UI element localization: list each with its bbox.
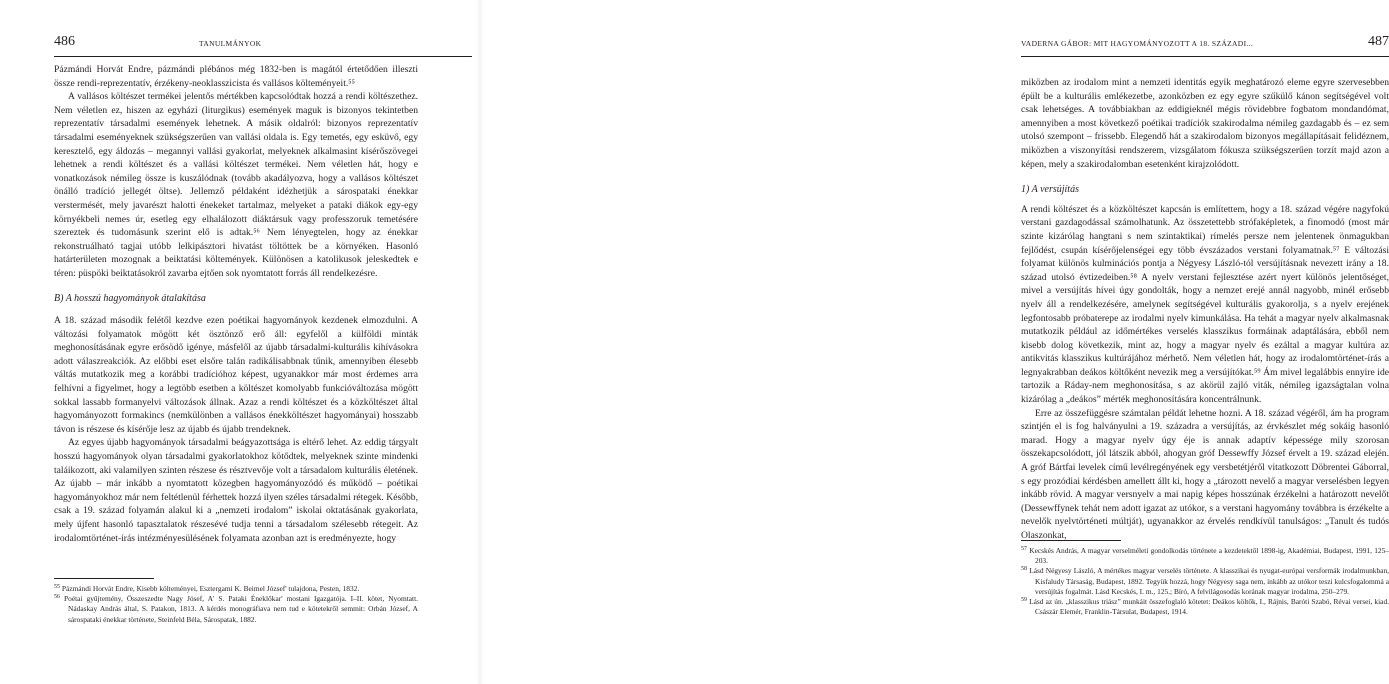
page-number-left: 486 xyxy=(54,34,75,49)
footnote-text: Lásd az ún. „klasszikus triász” munkáit összefoglaló kötetet: Deákos költők, I., Rájnis, Baróti Szabó, Révai versei, kiad. Császár Elemér, Franklin-Társulat, Budapest, 1914. xyxy=(1029,597,1389,617)
paragraph: A rendi költészet és a közköltészet kapcsán is említettem, hogy a 18. század végére nagyfokú verstani gazdagodással számolhatunk. Az összetettebb strófaképletek, a finomodó (most már szinte kizárólag hangtani s nem szintaktikai) rímelés persze nem jelentenek önmagukban fejlődést, csupán kísérőjelenségei egy több évszázados verstani folyamatnak.⁵⁷ E változási folyamat különös kulminációs pontja a Négyesy László-tól versújításnak nevezett irány a 18. század utolsó évtizedeiben.⁵⁸ A nyelv verstani fejlesztése azért nyert különös jelentőséget, mivel a versújítás hívei úgy gondolták, hogy a nemzet erejé annál nagyobb, minél erősebb nyelv áll a rendelkezésére, amelynek segítségével kulturális gyakorolja, s a nyelv erejének legfontosabb próbaterepe az irodalmi nyelv kimunkálása. Ha tehát a magyar nyelv alkalmasnak mutatkozik például az időmértékes verselés klasszikus formáinak adaptálására, ebből nem kisebb dolog következik, mint az, hogy a magyar nyelv és ezáltal a magyar kultúra az antikvitás klasszikus kultúrájához mérhető. Nem véletlen hát, hogy az irodalomtörténet-írás a legnyakrabban deákos költőként nevezik meg a versújítókat.⁵⁹ Ám mivel legalábbis ennyire ide tartozik a Ráday-nem meghonosítása, s az akörül zajló viták, némileg igazságtalan volna kizárólag a „deákos” mérték meghonosítására koncentrálnunk. xyxy=(1021,203,1389,406)
section-heading: 1) A versújítás xyxy=(1021,184,1079,196)
footnote-text: Poétai gyűjtemény, Összeszedte Nagy Jósef, A' S. Pataki Éneklőkar' mostani Igazgatója. I–II. kötet, Nyomtatt. Nádaskay András által, S. Patakon, 1813. A kérdés monográfiava nem tud e kötetekről semmit: Orbán József, A sárospataki énekkar története, Steinfeld Béla, Sárospatak, 1882. xyxy=(64,594,418,624)
footnotes-left xyxy=(54,584,418,625)
header-rule-left xyxy=(54,56,472,57)
footnote-number: 59 xyxy=(1021,597,1027,604)
paragraph: Erre az összefüggésre számtalan példát lehetne hozni. A 18. század végéről, ám ha program szintjén el is fog halványulni a 19. századra a versújítás, az érvkészlet még sokáig hasonló marad. Hogy a magyar nyelv úgy éje is annak adaptív képessége mily szorosan összekapcsolódott, jól látszik abból, ahogyan gróf Dessewffy József érvelt a 19. század elején. A gróf Bártfai levelek című levélregényének egy versbetétjéről vitatkozott Döbrentei Gáborral, s egy prozódiai kérdésben amellett állt ki, hogy a „tározott nevelő a magyar verselésben legyen inkább rövid. A magyar versnyelv a mai napig képes hosszúnak érzékelni a határozott nevelőt (Dessewffynek tehát nem adott igazat az utókor, s a verstani hagyomány továbbra is érzékelte a nevelők nyelvtörténeti múltját), ugyanakkor az érvelés rendkívül tanulságos: „Tanult és tudós Olaszonkat, xyxy=(1021,407,1389,541)
section-heading: B) A hosszú hagyományok átalakítása xyxy=(54,292,206,304)
body-text-right xyxy=(1021,76,1389,543)
running-title-left: TANULMÁNYOK xyxy=(199,39,262,48)
paragraph: A vallásos költészet termékei jelentős mértékben kapcsolódtak hozzá a rendi költészethez. Nem véletlen ez, hiszen az egyházi (liturgikus) események maguk is bizonyos tekintetben reprezentatív társadalmi események lehetnek. A másik oldalról: bizonyos reprezentatív társadalmi eseményeknek szükségszerűen van vallási oldala is. Egy temetés, egy esküvő, egy keresztelő, egy áldozás – megannyi vallási gyakorlat, melyeknek alkalmasint kísérőszövegei lehetnek a rendi költészet és a vallási költészet termékei. Nem véletlen hát, hogy e vonatkozások némileg össze is kuszálódnak (tovább akadályozva, hogy a vallásos költészet önálló tradíció jellegét öltse). Jellemző példaként idézhetjük a sárospataki énekkar verstermését, mely javarészt halotti énekeket tartalmaz, melyeket a pataki diákok egy-egy környékbeli nemes úr, esetleg egy elhalálozott diáktársuk vagy professzoruk temetésére szereztek és tudomásunk szerint elő is adtak.⁵⁶ Nem lényegtelen, hogy az énekkar rekonstruálható tagjai utóbb lelkipásztori hivatást töltöttek be a környéken. Hasonló határterületen mozognak a beiktatási költemények. Különösen a katolikusok jeleskedtek e téren: püspöki beiktatásokról zavarba ejtően sok nyomtatott forrás áll rendelkezésre. xyxy=(54,91,418,279)
running-head-left xyxy=(54,34,472,52)
paragraph: miközben az irodalom mint a nemzeti identitás egyik meghatározó eleme egyre szervesebben épült be a kulturális emlékezetbe, azonközben ez egy egyre szűkülő kánon segítségével volt csak lehetséges. A továbbiakban az eddigieknél mégis rövidebbre fogbatom mondandómat, amennyiben a most következő poétikai tradíciók szakirodalma némileg gazdagabb és – ez sem utolsó szempont – frissebb. Elegendő hát a szakirodalom bizonyos megállapításait felidéznem, miközben a viszonyítási rendszerem, vizsgálatom fókusza szükségszerűen torzít majd azon a képen, mely a szakirodalomban esetenként kirajzolódott. xyxy=(1021,77,1389,170)
running-head-right xyxy=(1021,34,1389,52)
left-page xyxy=(0,0,480,684)
footnote-number: 57 xyxy=(1021,546,1027,552)
right-page xyxy=(480,0,1389,684)
footnote-rule-left xyxy=(54,578,154,579)
footnote-text: Pázmándi Horvát Endre, Kisebb költeményei, Esztergami K. Beimel József' tulajdona, Pesten, 1832. xyxy=(61,584,360,593)
footnote xyxy=(1021,566,1389,597)
footnote xyxy=(54,584,418,594)
footnote-number: 55 xyxy=(54,584,60,590)
footnote-number: 56 xyxy=(54,594,60,601)
footnote-rule-right xyxy=(1021,540,1121,541)
paragraph: Pázmándi Horvát Endre, pázmándi plébános még 1832-ben is magától értetődően illeszti össze rendi-reprezentatív, érzékeny-neoklasszicista és vallásos költeményeit.⁵⁵ xyxy=(54,64,418,89)
footnote xyxy=(1021,597,1389,617)
paragraph: A 18. század második felétől kezdve ezen poétikai hagyományok kezdenek elmozdulni. A változási folyamatok mögött két ösztönző erő áll: egyfelől a külföldi minták meghonosításának egyre erősödő igénye, másfelől az újabb társadalmi-kulturális kihívásokra adott válaszreakciók. Az előbbi eset elsőre talán radikálisabbnak tűnik, amennyiben élesebb váltás mutatkozik meg a korábbi tradícióhoz képest, ugyanakkor már most érdemes arra felhívni a figyelmet, hogy a legtöbb esetben a költészet komolyabb funkcióváltozása mögött sokkal lassabb formanyelvi változások állnak. Azaz a rendi költészet és a közköltészet által hagyományozott formakincs (nemkülönben a vallásos énekköltészet hagyományai) hosszabb távon is részese és kísérője lesz az újabb és újabb trendeknek. xyxy=(54,315,418,435)
header-rule-right xyxy=(1021,56,1389,57)
footnote xyxy=(1021,546,1389,566)
paragraph: Az egyes újabb hagyományok társadalmi beágyazottsága is eltérő lehet. Az eddig tárgyalt hosszú hagyományok olyan társadalmi gyakorlatokhoz kötődtek, melyeknek szinte mindenki taláikozott, aki valamilyen szinten részese és résztvevője volt a társadalom kulturális életének. Az újabb – már inkább a nyomtatott közegben hagyományozódó és működő – poétikai hagyományokhoz már nem feltétlenül férhettek hozzá ilyen széles társadalmi rétegek. Később, csak a 19. század folyamán alakul ki a „nemzeti irodalom” iskolai oktatásának gyakorlata, mely újfent hasonló tapasztalatok részesévé tudja tenni a társadalom szélesebb rétegeit. Az irodalomtörténet-írás intézményesülésének folyamata azonban azt is eredményezte, hogy xyxy=(54,437,418,544)
page-number-right: 487 xyxy=(1368,34,1389,49)
body-text-left xyxy=(54,63,418,545)
footnote xyxy=(54,594,418,625)
footnote-text: Kecskés András, A magyar verselméleti gondolkodás története a kezdetektől 1898-ig, Akadémiai, Budapest, 1991, 125–203. xyxy=(1029,546,1389,566)
footnote-number: 58 xyxy=(1021,566,1027,573)
footnotes-right xyxy=(1021,546,1389,617)
running-title-right: VADERNA GÁBOR: MIT HAGYOMÁNYOZOTT A 18. SZÁZADI... xyxy=(1021,39,1254,48)
footnote-text: Lásd Négyesy László, A mértékes magyar verselés története. A klasszikai és nyugat-európai versformák irodalmunkban, Kisfaludy Társaság, Budapest, 1892. Tegyük hozzá, hogy Négyesy saga nem, inkább az utókor teszi kulcsfogalommá a versújítás fogalmát. Lásd Kecskés, I. m., 125.; Bíró, A felvilágosodás korának magyar irodalma, 250–279. xyxy=(1029,566,1389,596)
